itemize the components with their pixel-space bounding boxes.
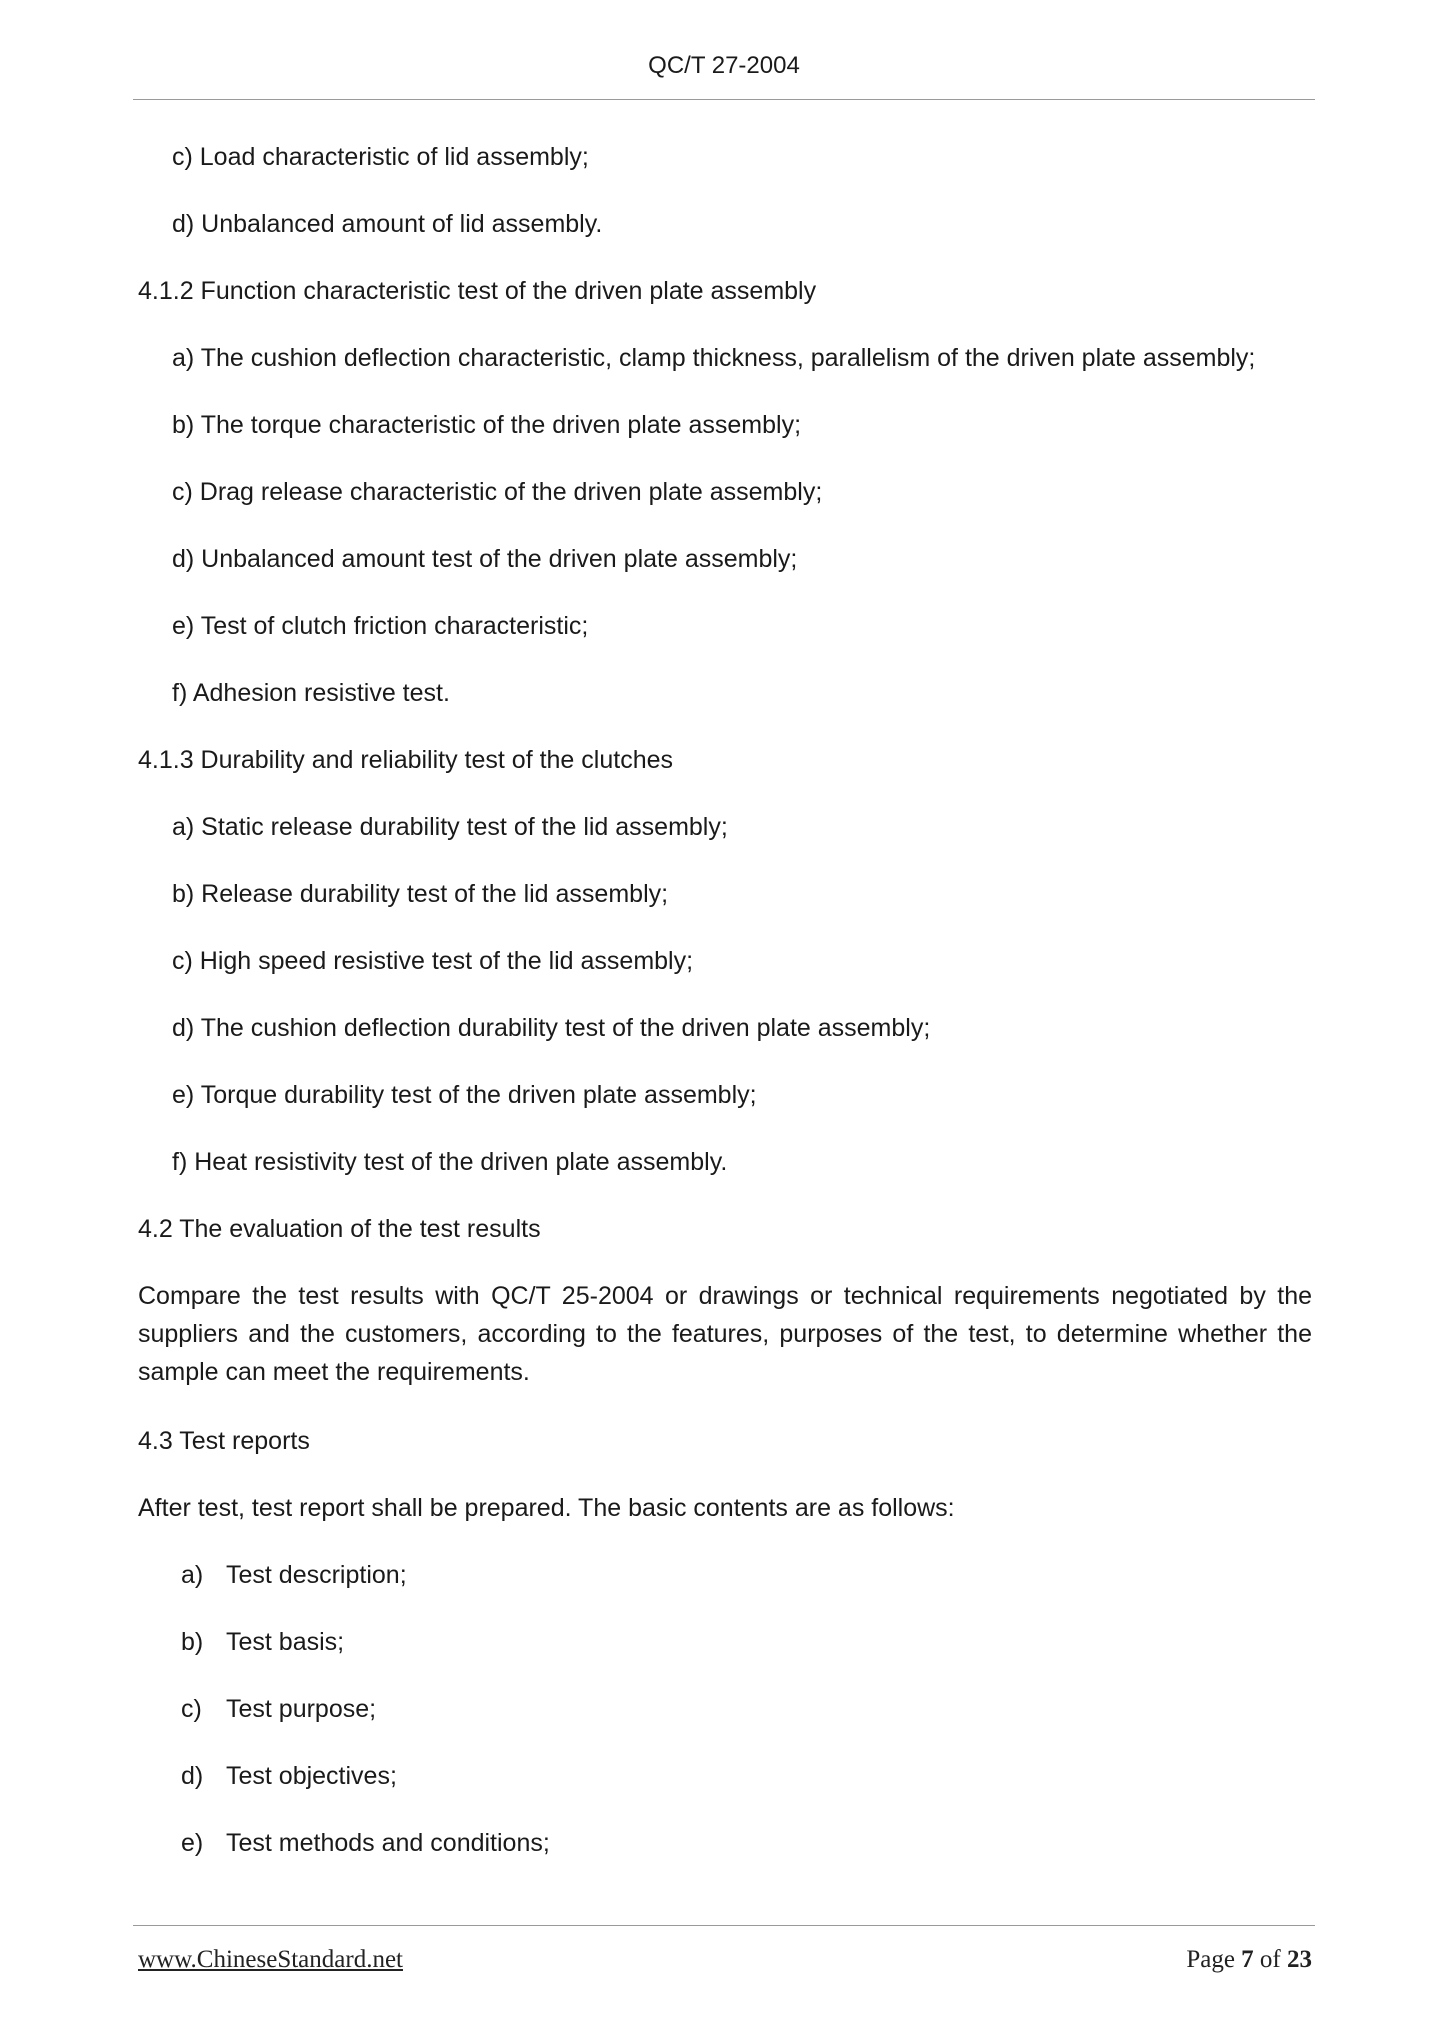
- section-heading-4-1-3: 4.1.3 Durability and reliability test of the clutches: [138, 746, 673, 774]
- total-pages: 23: [1287, 1946, 1312, 1973]
- reports-intro: After test, test report shall be prepared. The basic contents are as follows:: [138, 1494, 955, 1522]
- page-of: of: [1259, 1946, 1281, 1973]
- list-item: c) Drag release characteristic of the driven plate assembly;: [172, 478, 823, 506]
- list-item: c) Load characteristic of lid assembly;: [172, 143, 589, 171]
- document-code-header: QC/T 27-2004: [648, 52, 800, 79]
- page-prefix: Page: [1186, 1946, 1235, 1973]
- report-item-text: Test methods and conditions;: [226, 1829, 550, 1857]
- current-page: 7: [1241, 1946, 1254, 1973]
- list-item: c) High speed resistive test of the lid assembly;: [172, 947, 694, 975]
- list-item: e) Torque durability test of the driven plate assembly;: [172, 1081, 757, 1109]
- list-item: f) Heat resistivity test of the driven plate assembly.: [172, 1148, 728, 1176]
- footer-divider: [133, 1925, 1315, 1926]
- list-item: a) Static release durability test of the lid assembly;: [172, 813, 728, 841]
- report-item-label: b): [181, 1628, 204, 1656]
- report-item-text: Test purpose;: [226, 1695, 377, 1723]
- report-item-text: Test objectives;: [226, 1762, 397, 1790]
- report-item-label: a): [181, 1561, 204, 1589]
- section-heading-4-3: 4.3 Test reports: [138, 1427, 310, 1455]
- report-item-label: c): [181, 1695, 202, 1723]
- evaluation-paragraph: Compare the test results with QC/T 25-2004 or drawings or technical requirements negotiated by the suppliers and the customers, according to the features, purposes of the test, to determine whether the sample can meet the requirements.: [138, 1282, 1312, 1386]
- page-number: [1186, 1946, 1312, 1974]
- list-item: f) Adhesion resistive test.: [172, 679, 450, 707]
- list-item: d) The cushion deflection durability test of the driven plate assembly;: [172, 1014, 931, 1042]
- list-item: e) Test of clutch friction characteristic;: [172, 612, 589, 640]
- report-item-label: e): [181, 1829, 204, 1857]
- list-item: b) Release durability test of the lid assembly;: [172, 880, 669, 908]
- list-item: d) Unbalanced amount test of the driven plate assembly;: [172, 545, 798, 573]
- header-divider: [133, 99, 1315, 100]
- list-item: a) The cushion deflection characteristic, clamp thickness, parallelism of the driven plate assembly;: [172, 344, 1256, 372]
- list-item: b) The torque characteristic of the driven plate assembly;: [172, 411, 802, 439]
- website-link[interactable]: www.ChineseStandard.net: [138, 1946, 403, 1973]
- report-item-label: d): [181, 1762, 204, 1790]
- list-item: d) Unbalanced amount of lid assembly.: [172, 210, 603, 238]
- report-item-text: Test description;: [226, 1561, 407, 1589]
- report-item-text: Test basis;: [226, 1628, 345, 1656]
- section-heading-4-1-2: 4.1.2 Function characteristic test of the driven plate assembly: [138, 277, 817, 305]
- section-heading-4-2: 4.2 The evaluation of the test results: [138, 1215, 541, 1243]
